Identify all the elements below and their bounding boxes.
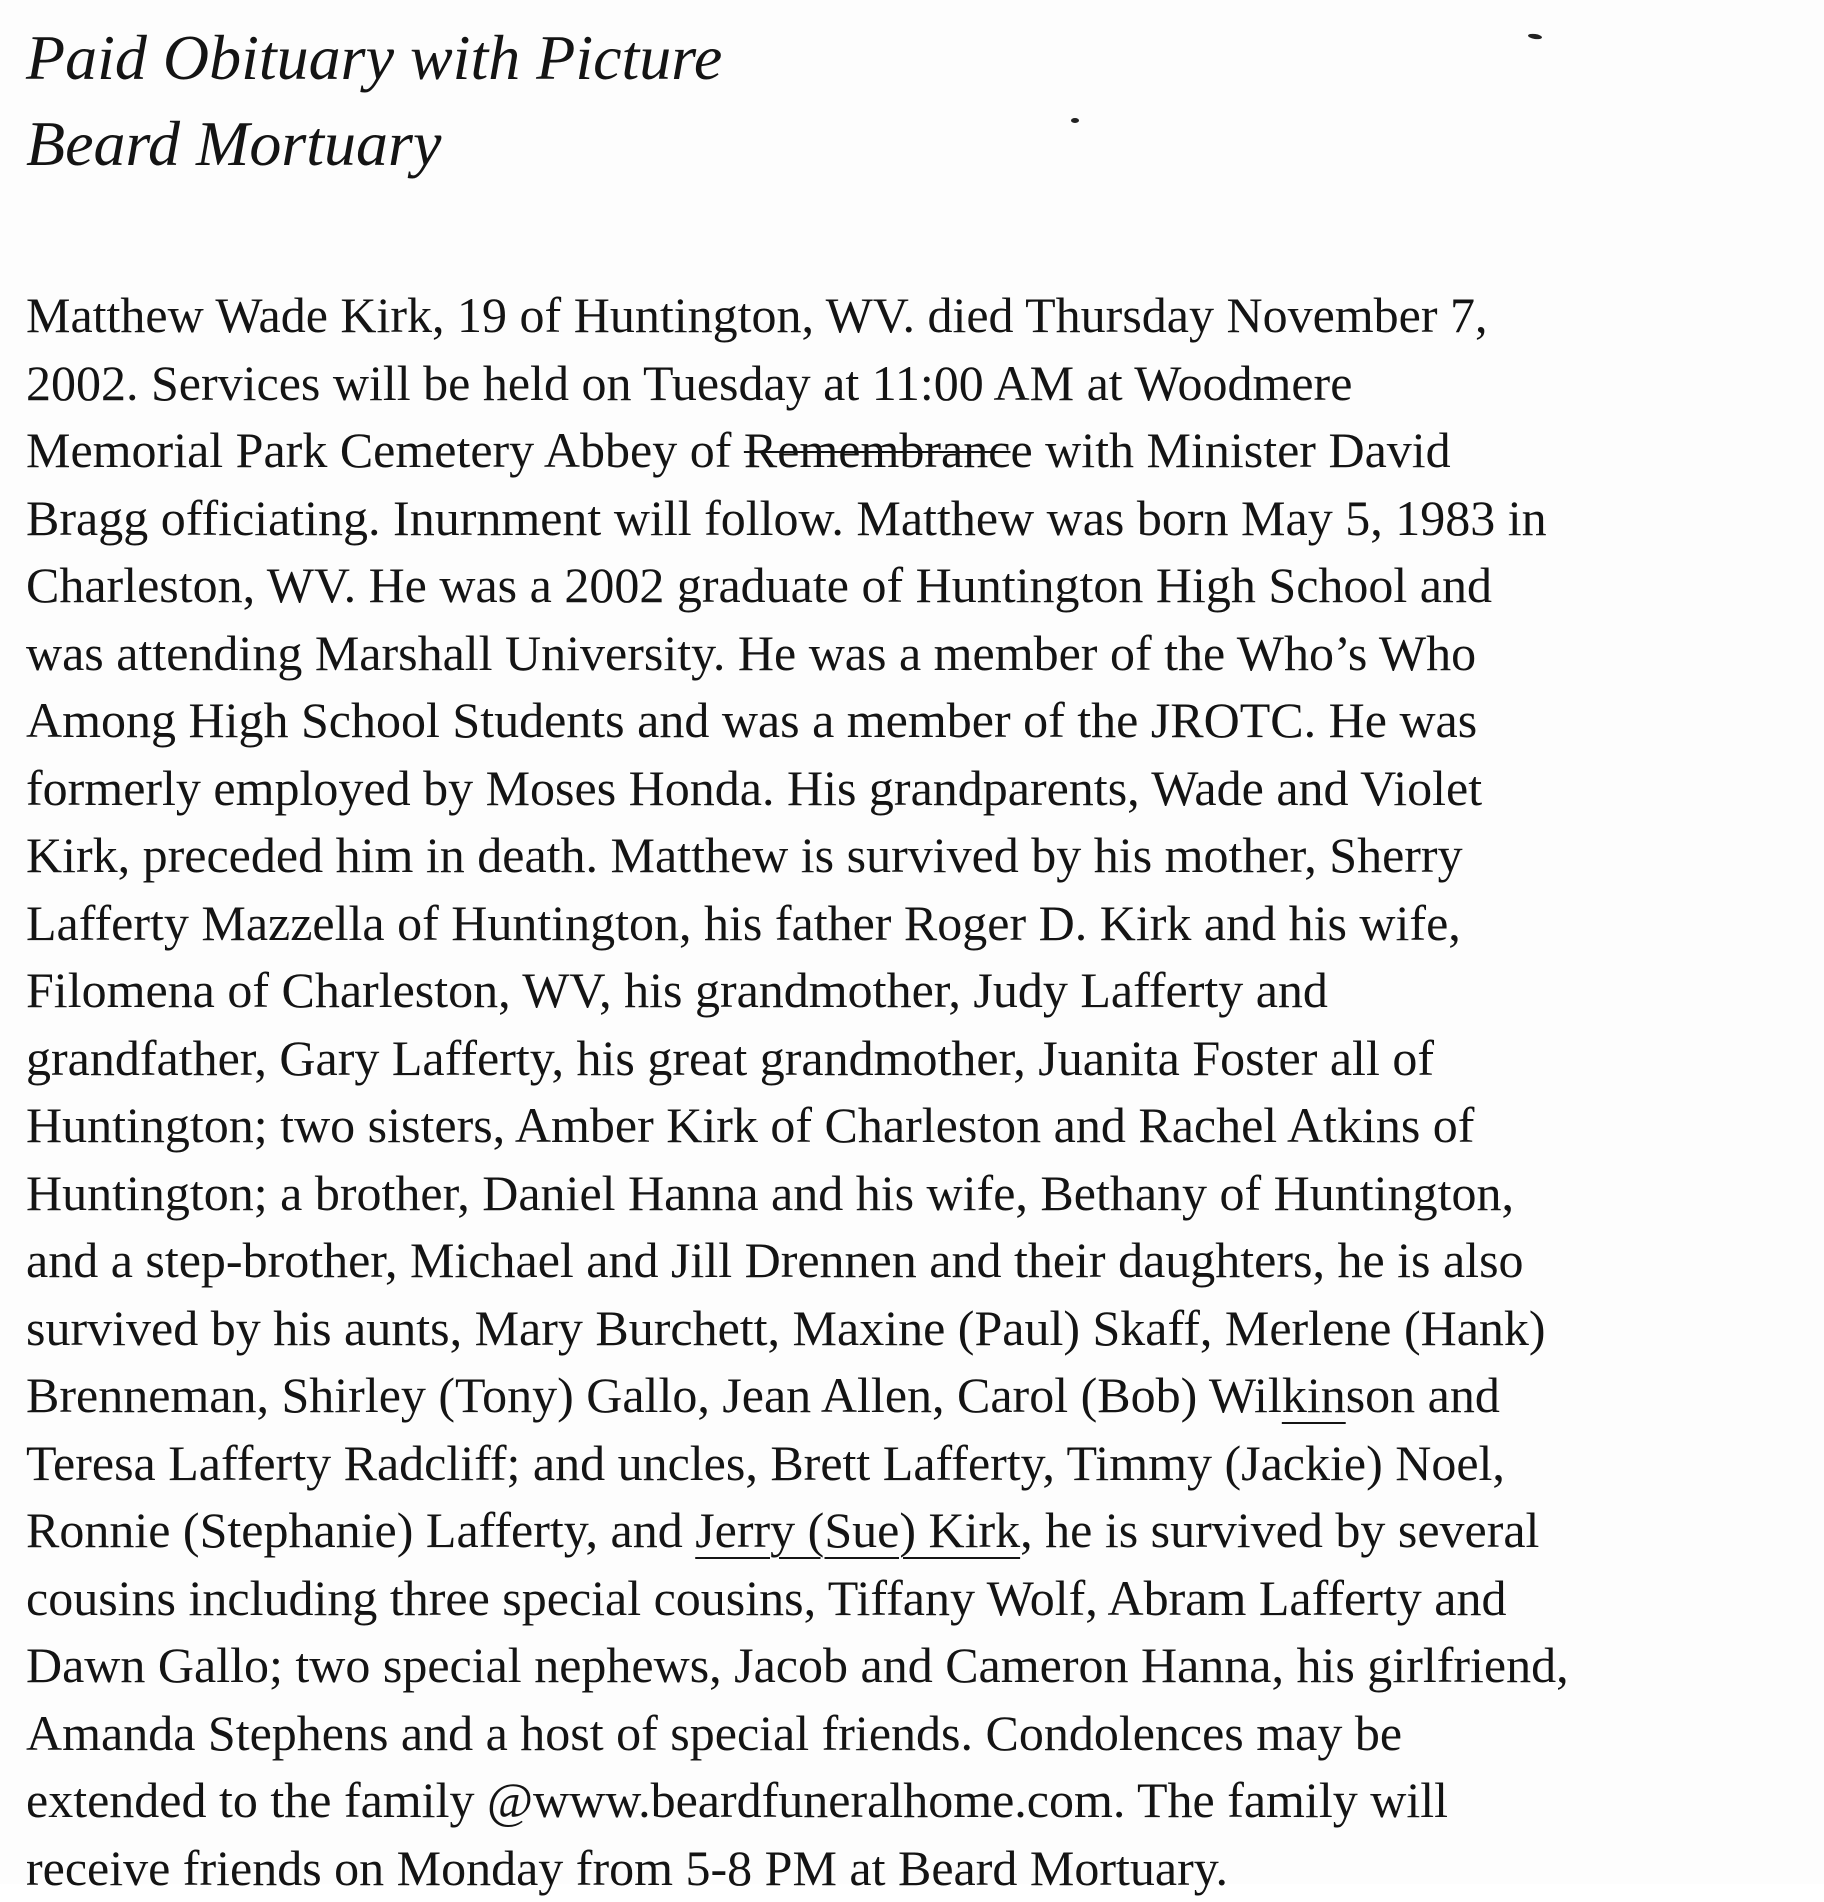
obituary-line: formerly employed by Moses Honda. His grandparents, Wade and Violet — [26, 755, 1824, 823]
obituary-text: Ronnie (Stephanie) Lafferty, and — [26, 1502, 695, 1558]
struck-through-word: Remembranc — [744, 422, 1011, 478]
obituary-text: son and — [1346, 1367, 1500, 1423]
obituary-line: Teresa Lafferty Radcliff; and uncles, Brett Lafferty, Timmy (Jackie) Noel, — [26, 1430, 1824, 1498]
obituary-line: 2002. Services will be held on Tuesday at 11:00 AM at Woodmere — [26, 350, 1824, 418]
obituary-line — [26, 1497, 1824, 1565]
obituary-text: , he is survived by several — [1020, 1502, 1539, 1558]
obituary-line: Huntington; a brother, Daniel Hanna and his wife, Bethany of Huntington, — [26, 1160, 1824, 1228]
scan-speck — [1528, 33, 1543, 40]
scan-speck — [1071, 118, 1079, 123]
obituary-text: Memorial Park Cemetery Abbey of — [26, 422, 744, 478]
obituary-text: e with Minister David — [1010, 422, 1450, 478]
obituary-text: Brenneman, Shirley (Tony) Gallo, Jean Allen, Carol (Bob) Wil — [26, 1367, 1282, 1423]
obituary-line: Huntington; two sisters, Amber Kirk of Charleston and Rachel Atkins of — [26, 1092, 1824, 1160]
obituary-line — [26, 1362, 1824, 1430]
obituary-line: receive friends on Monday from 5-8 PM at Beard Mortuary. — [26, 1835, 1824, 1902]
mortuary-name: Beard Mortuary — [26, 102, 441, 186]
obituary-line: survived by his aunts, Mary Burchett, Maxine (Paul) Skaff, Merlene (Hank) — [26, 1295, 1824, 1363]
obituary-line: and a step-brother, Michael and Jill Drennen and their daughters, he is also — [26, 1227, 1824, 1295]
obituary-line: extended to the family @www.beardfuneralhome.com. The family will — [26, 1767, 1824, 1835]
hand-underlined-text: Jerry (Sue) Kirk — [695, 1502, 1020, 1558]
obituary-line: Amanda Stephens and a host of special friends. Condolences may be — [26, 1700, 1824, 1768]
obituary-line: Dawn Gallo; two special nephews, Jacob and Cameron Hanna, his girlfriend, — [26, 1632, 1824, 1700]
obituary-line — [26, 417, 1824, 485]
obituary-line: Among High School Students and was a member of the JROTC. He was — [26, 687, 1824, 755]
obituary-line: was attending Marshall University. He was a member of the Who’s Who — [26, 620, 1824, 688]
obituary-line: Kirk, preceded him in death. Matthew is survived by his mother, Sherry — [26, 822, 1824, 890]
obituary-line: Filomena of Charleston, WV, his grandmother, Judy Lafferty and — [26, 957, 1824, 1025]
obituary-line: grandfather, Gary Lafferty, his great grandmother, Juanita Foster all of — [26, 1025, 1824, 1093]
obituary-line: cousins including three special cousins, Tiffany Wolf, Abram Lafferty and — [26, 1565, 1824, 1633]
obituary-body — [26, 282, 1824, 1902]
obituary-line: Bragg officiating. Inurnment will follow. Matthew was born May 5, 1983 in — [26, 485, 1824, 553]
obituary-line: Lafferty Mazzella of Huntington, his father Roger D. Kirk and his wife, — [26, 890, 1824, 958]
page-title: Paid Obituary with Picture — [26, 16, 722, 100]
obituary-line: Charleston, WV. He was a 2002 graduate of Huntington High School and — [26, 552, 1824, 620]
hand-underlined-text: kin — [1282, 1367, 1346, 1423]
obituary-line: Matthew Wade Kirk, 19 of Huntington, WV. died Thursday November 7, — [26, 282, 1824, 350]
